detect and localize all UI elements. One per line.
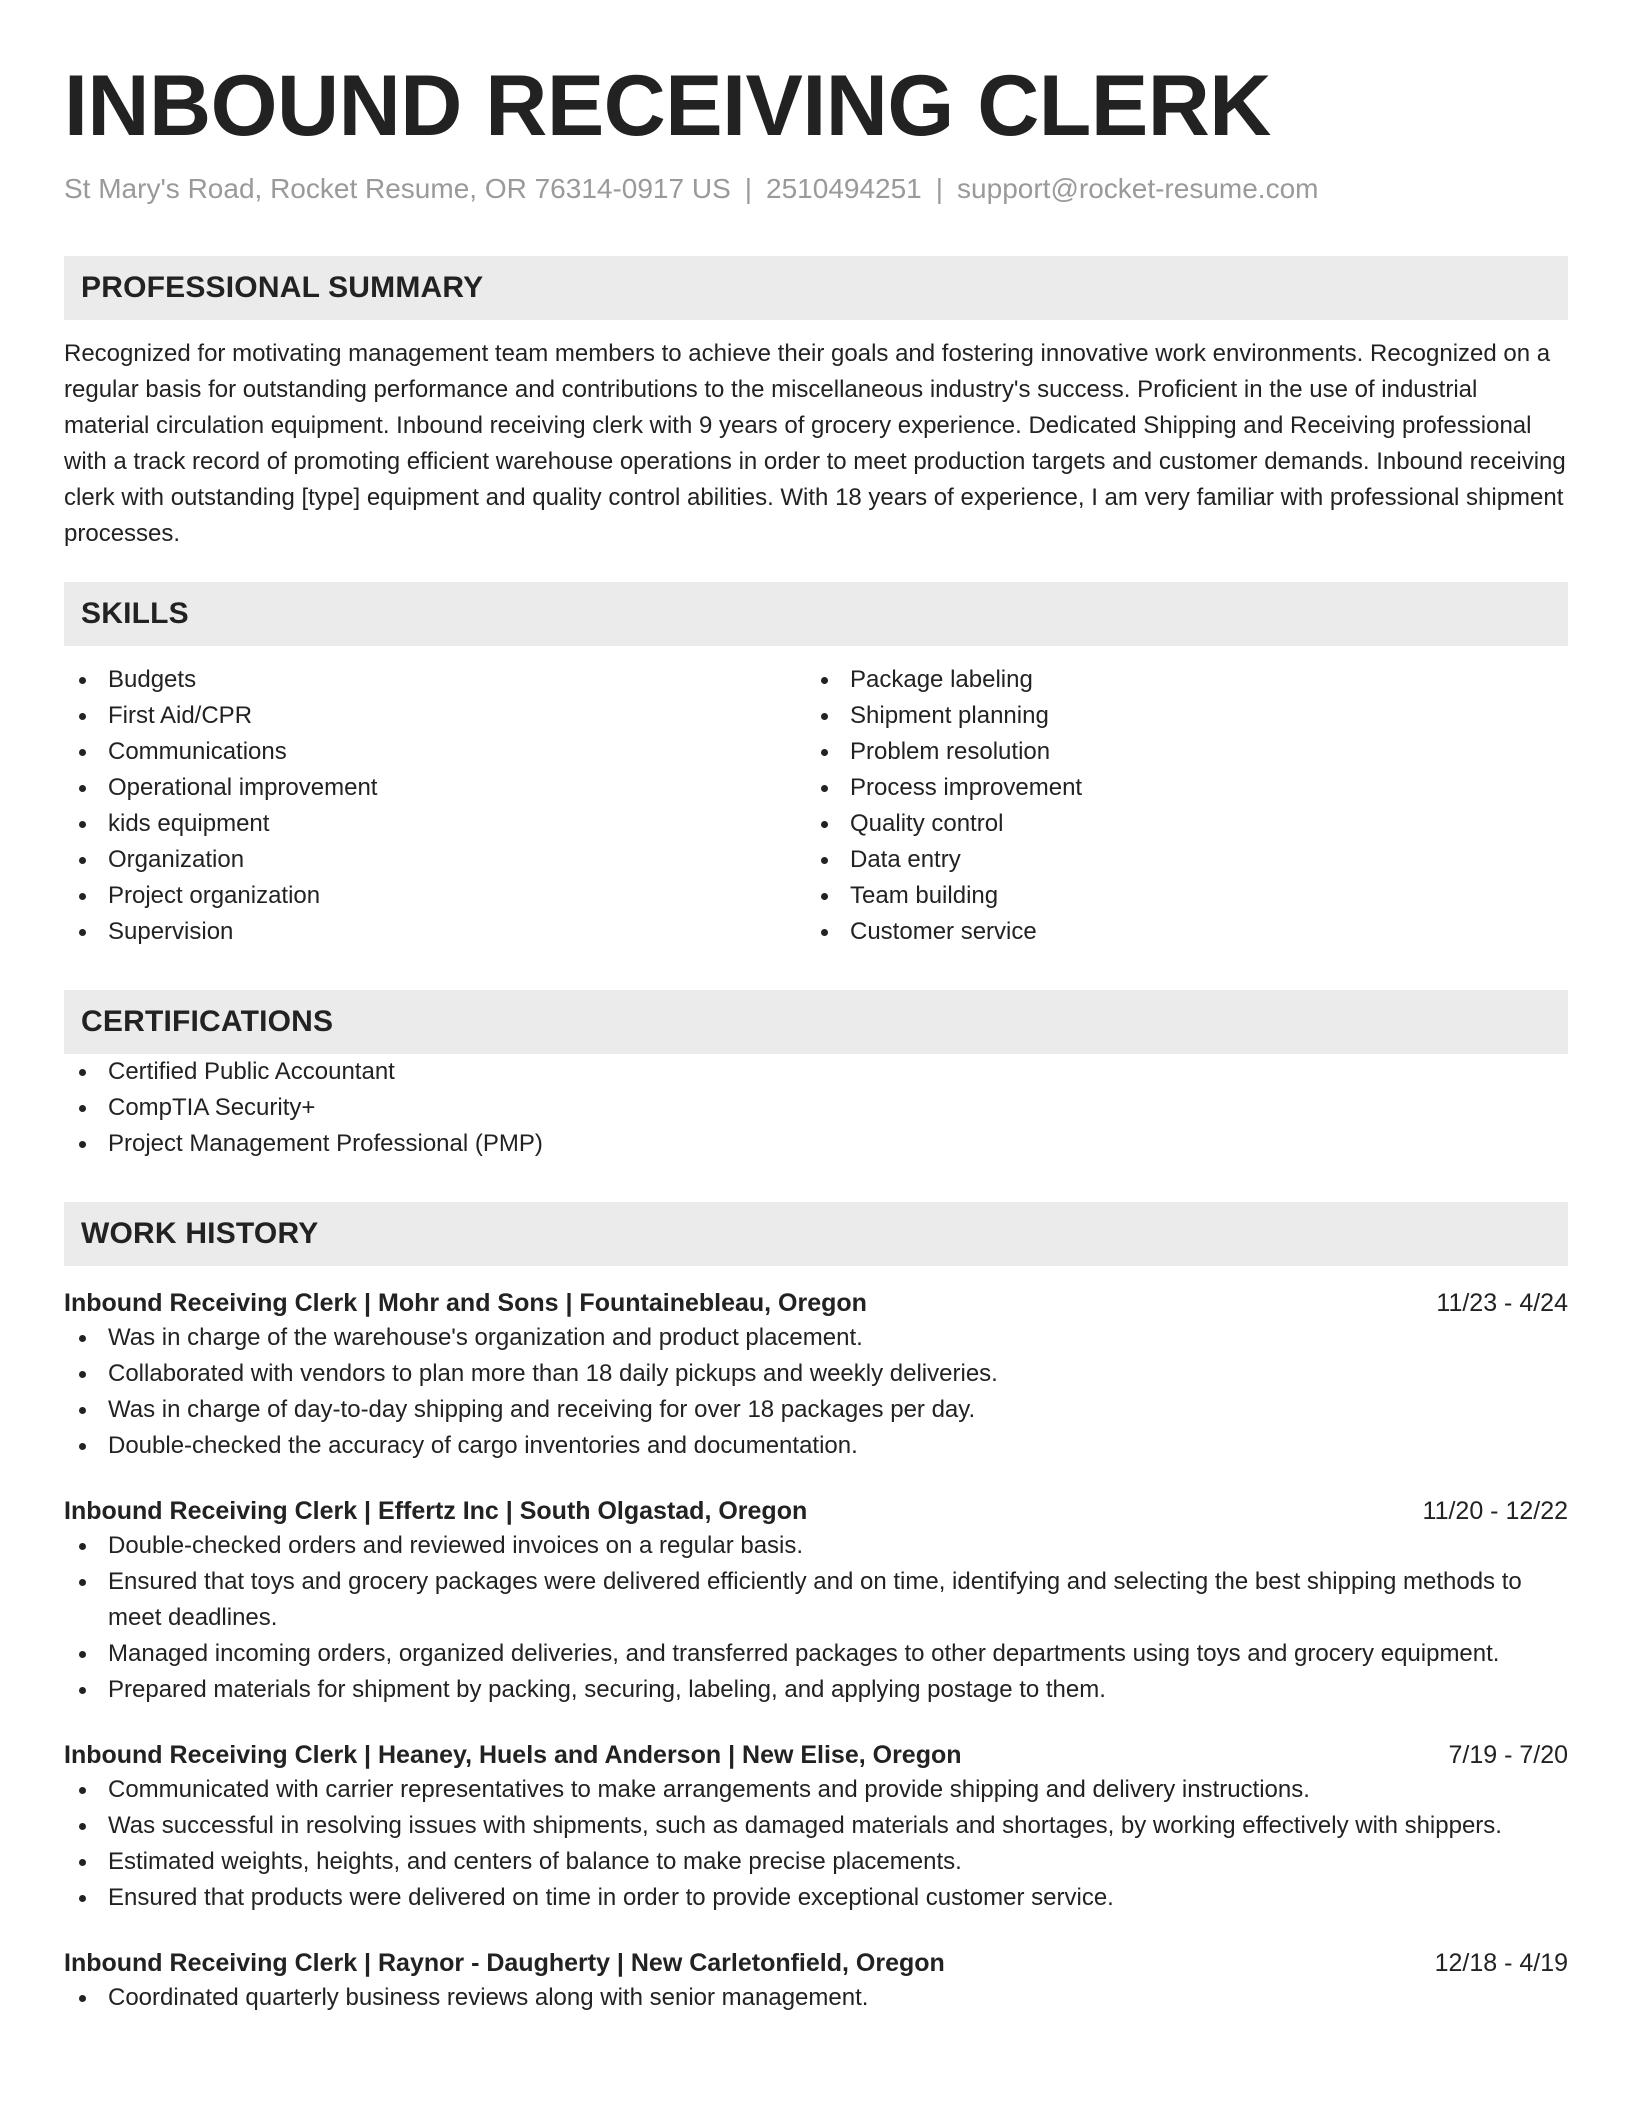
skill-item: Organization	[64, 842, 806, 878]
skill-item: Package labeling	[806, 662, 1548, 698]
skill-item: Customer service	[806, 914, 1548, 950]
job-duty-item: Double-checked the accuracy of cargo inventories and documentation.	[64, 1428, 1568, 1464]
summary-text: Recognized for motivating management team members to achieve their goals and fostering innovative work environments. Recognized on a regular basis for outstanding performance and contributions to the miscellaneous industry's success. Proficient in the use of industrial material circulation equipment. Inbound receiving clerk with 9 years of grocery experience. Dedicated Shipping and Receiving professional with a track record of promoting efficient warehouse operations in order to meet production targets and customer demands. Inbound receiving clerk with outstanding [type] equipment and quality control abilities. With 18 years of experience, I am very familiar with professional shipment processes.	[64, 340, 1566, 547]
section-header-certifications: CERTIFICATIONS	[64, 990, 1568, 1054]
contact-line	[64, 172, 1568, 206]
skill-item: kids equipment	[64, 806, 806, 842]
section-header-summary: PROFESSIONAL SUMMARY	[64, 256, 1568, 320]
section-header-work-history: WORK HISTORY	[64, 1202, 1568, 1266]
job-duty-item: Was in charge of the warehouse's organization and product placement.	[64, 1320, 1568, 1356]
skill-item: Team building	[806, 878, 1548, 914]
candidate-name: INBOUND RECEIVING CLERK	[64, 58, 1271, 154]
job-duties-list	[64, 1980, 1568, 2016]
job-duties-list	[64, 1772, 1568, 1916]
contact-phone: 2510494251	[766, 173, 922, 204]
job-dates: 12/18 - 4/19	[1434, 1949, 1568, 1977]
contact-separator: |	[744, 173, 753, 204]
job-title-row	[64, 1946, 1568, 1980]
job-title: Inbound Receiving Clerk | Effertz Inc | South Olgastad, Oregon	[64, 1497, 808, 1525]
section-header-skills: SKILLS	[64, 582, 1568, 646]
job-title-row	[64, 1738, 1568, 1772]
certification-item: Project Management Professional (PMP)	[64, 1126, 1568, 1162]
job-duty-item: Communicated with carrier representatives to make arrangements and provide shipping and delivery instructions.	[64, 1772, 1568, 1808]
job-duty-item: Managed incoming orders, organized deliveries, and transferred packages to other departments using toys and grocery equipment.	[64, 1636, 1568, 1672]
skills-column-left	[64, 662, 806, 950]
job-entry	[64, 1494, 1568, 1708]
job-entry	[64, 1286, 1568, 1464]
contact-email: support@rocket-resume.com	[957, 173, 1319, 204]
skills-grid	[64, 662, 1568, 950]
job-title: Inbound Receiving Clerk | Mohr and Sons | Fountainebleau, Oregon	[64, 1289, 867, 1317]
job-dates: 11/20 - 12/22	[1422, 1497, 1568, 1525]
certification-item: CompTIA Security+	[64, 1090, 1568, 1126]
job-entry	[64, 1946, 1568, 2016]
job-title: Inbound Receiving Clerk | Raynor - Daugherty | New Carletonfield, Oregon	[64, 1949, 945, 1977]
job-entry	[64, 1738, 1568, 1916]
job-duty-item: Ensured that products were delivered on time in order to provide exceptional customer service.	[64, 1880, 1568, 1916]
contact-separator: |	[935, 173, 944, 204]
job-duty-item: Collaborated with vendors to plan more than 18 daily pickups and weekly deliveries.	[64, 1356, 1568, 1392]
job-duty-item: Coordinated quarterly business reviews along with senior management.	[64, 1980, 1568, 2016]
skills-list-left	[64, 662, 806, 950]
skill-item: Process improvement	[806, 770, 1548, 806]
skill-item: Shipment planning	[806, 698, 1548, 734]
certification-item: Certified Public Accountant	[64, 1054, 1568, 1090]
job-dates: 7/19 - 7/20	[1448, 1741, 1568, 1769]
job-duty-item: Was successful in resolving issues with shipments, such as damaged materials and shortages, by working effectively with shippers.	[64, 1808, 1568, 1844]
job-title: Inbound Receiving Clerk | Heaney, Huels and Anderson | New Elise, Oregon	[64, 1741, 962, 1769]
certifications-list	[64, 1054, 1568, 1162]
job-duty-item: Was in charge of day-to-day shipping and receiving for over 18 packages per day.	[64, 1392, 1568, 1428]
skill-item: Budgets	[64, 662, 806, 698]
skill-item: Communications	[64, 734, 806, 770]
job-duties-list	[64, 1320, 1568, 1464]
job-duty-item: Estimated weights, heights, and centers of balance to make precise placements.	[64, 1844, 1568, 1880]
job-dates: 11/23 - 4/24	[1436, 1289, 1568, 1317]
skill-item: Data entry	[806, 842, 1548, 878]
job-duties-list	[64, 1528, 1568, 1708]
skills-column-right	[806, 662, 1548, 950]
skill-item: First Aid/CPR	[64, 698, 806, 734]
contact-address: St Mary's Road, Rocket Resume, OR 76314-0917 US	[64, 173, 731, 204]
job-duty-item: Ensured that toys and grocery packages were delivered efficiently and on time, identifying and selecting the best shipping methods to meet deadlines.	[64, 1564, 1568, 1636]
skill-item: Quality control	[806, 806, 1548, 842]
skill-item: Problem resolution	[806, 734, 1548, 770]
job-duty-item: Double-checked orders and reviewed invoices on a regular basis.	[64, 1528, 1568, 1564]
skills-list-right	[806, 662, 1548, 950]
skill-item: Project organization	[64, 878, 806, 914]
skill-item: Operational improvement	[64, 770, 806, 806]
skill-item: Supervision	[64, 914, 806, 950]
job-duty-item: Prepared materials for shipment by packing, securing, labeling, and applying postage to them.	[64, 1672, 1568, 1708]
job-title-row	[64, 1286, 1568, 1320]
job-title-row	[64, 1494, 1568, 1528]
